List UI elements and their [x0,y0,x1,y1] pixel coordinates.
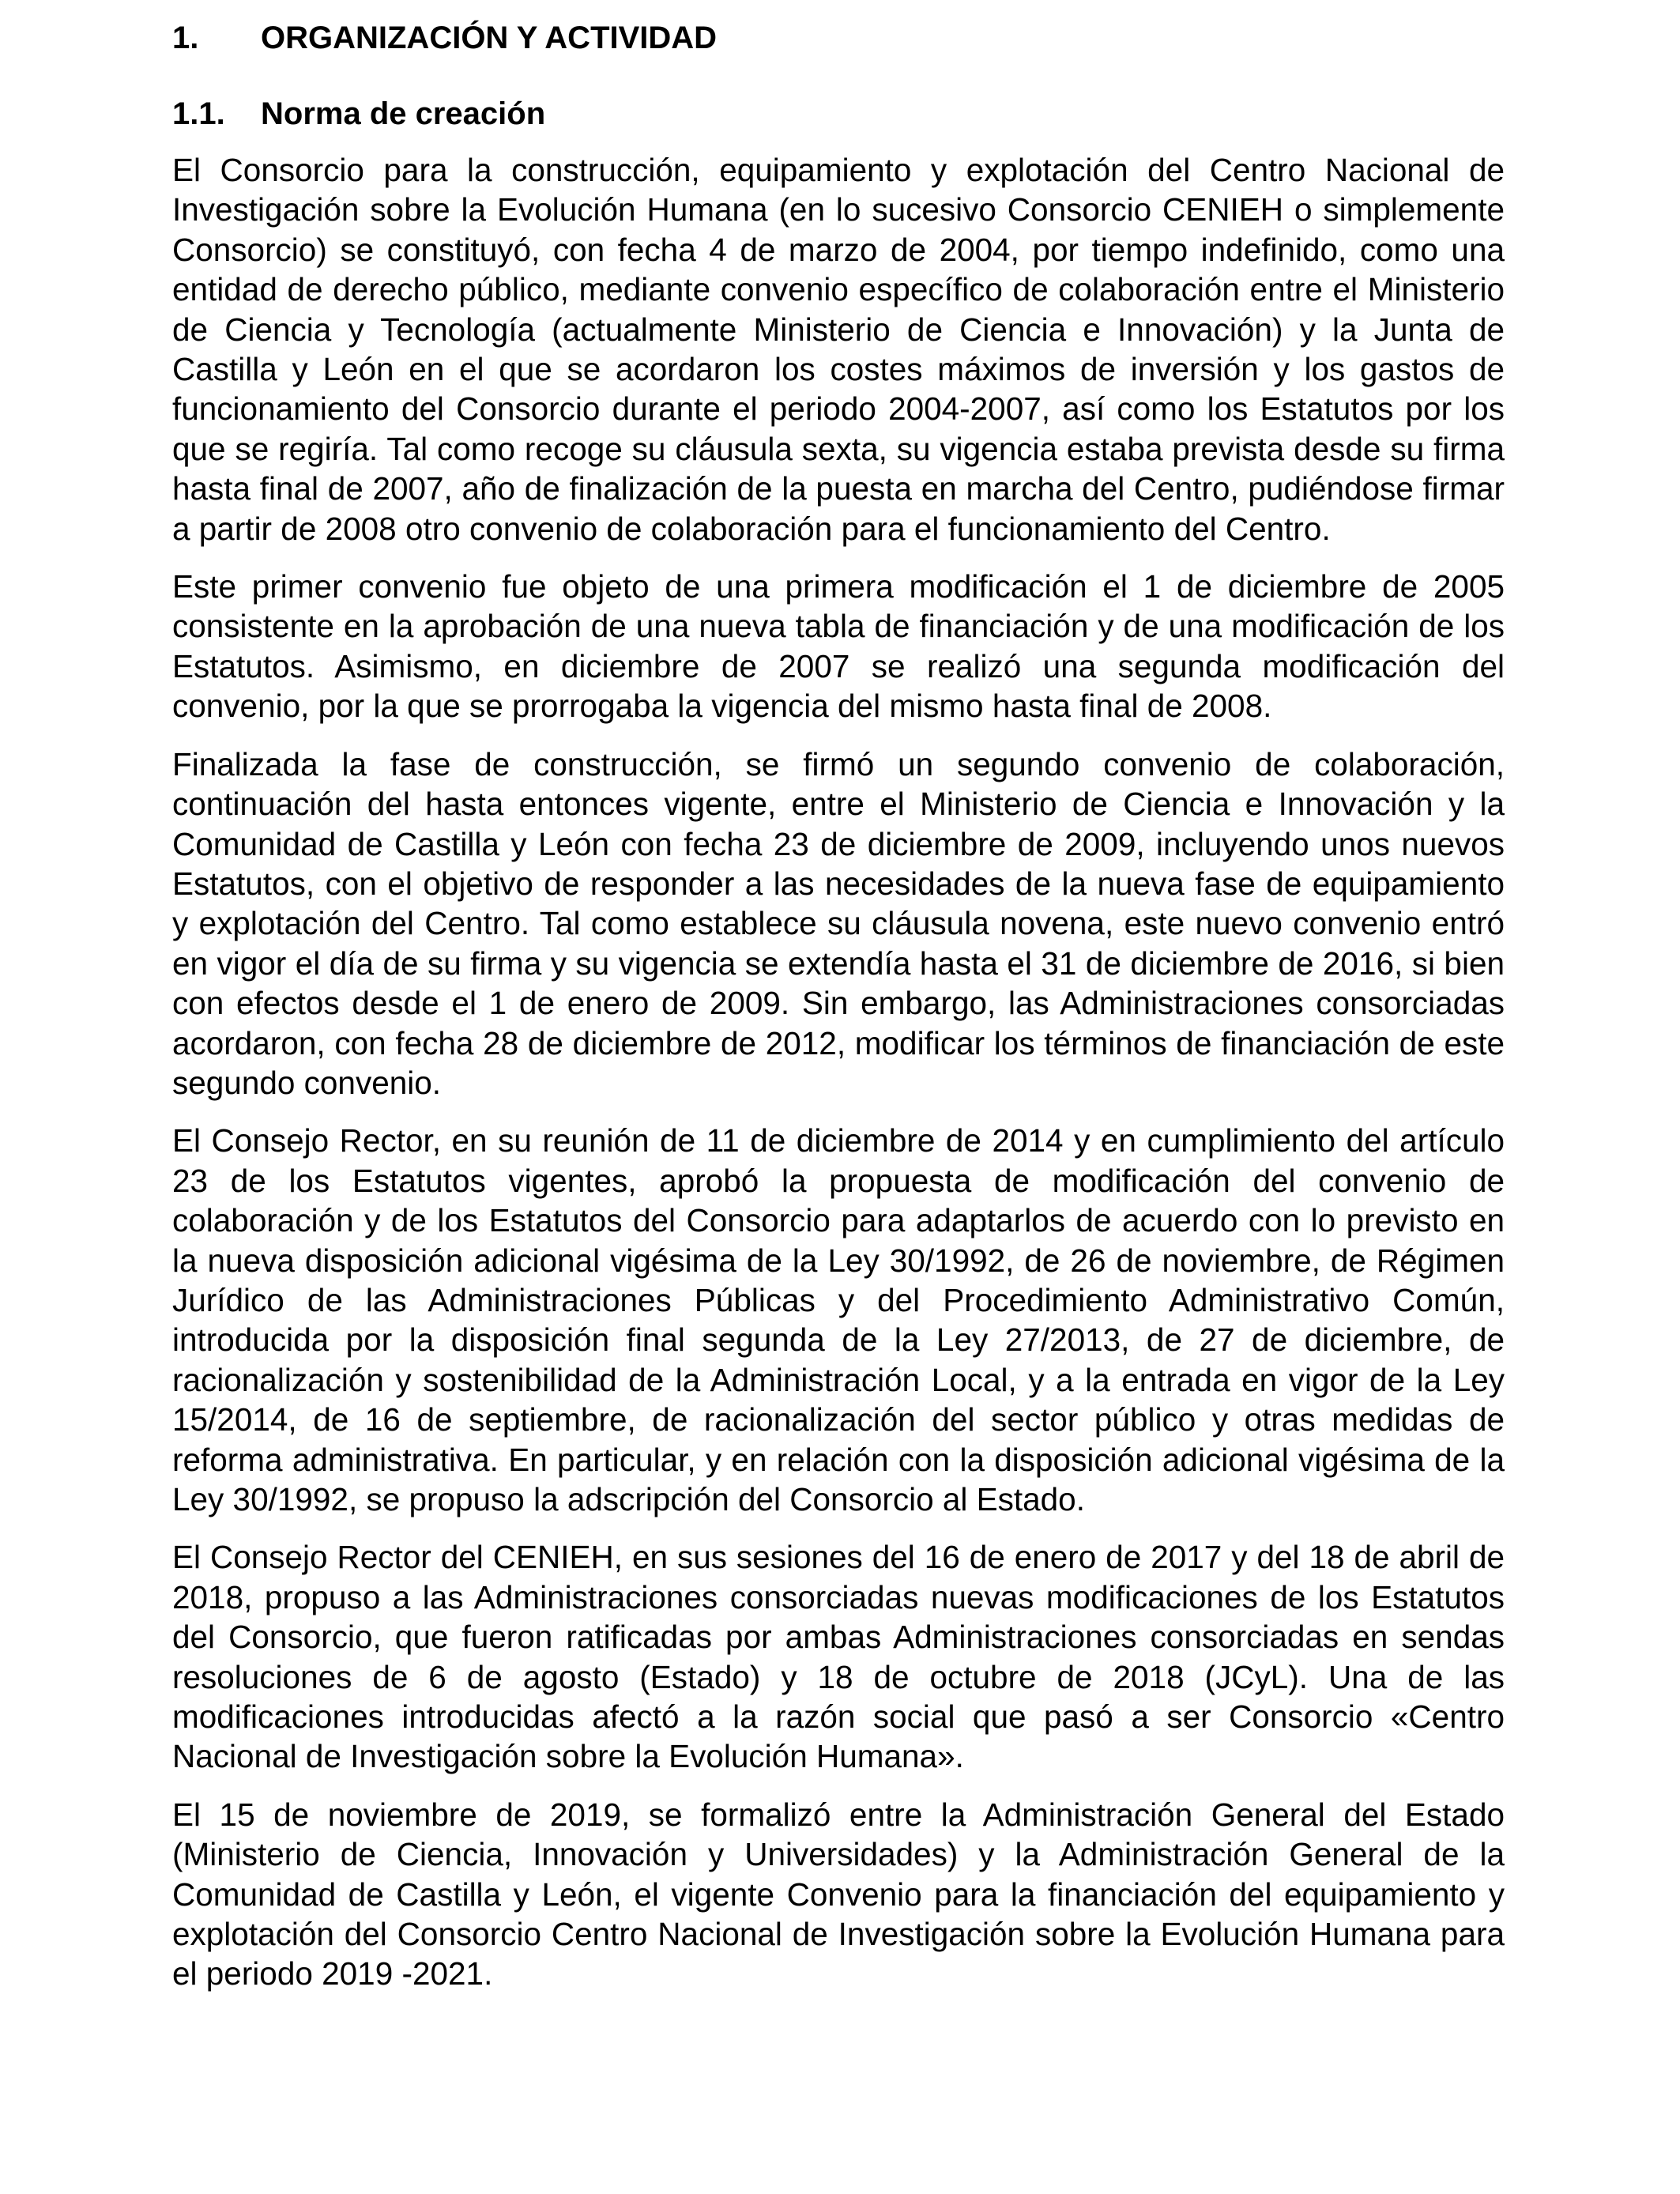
paragraph-1: El Consorcio para la construcción, equipamiento y explotación del Centro Nacional de Investigación sobre la Evolución Humana (en lo sucesivo Consorcio CENIEH o simplemente Consorcio) se constituyó, con fecha 4 de marzo de 2004, por tiempo indefinido, como una entidad de derecho público, mediante convenio específico de colaboración entre el Ministerio de Ciencia y Tecnología (actualmente Ministerio de Ciencia e Innovación) y la Junta de Castilla y León en el que se acordaron los costes máximos de inversión y los gastos de funcionamiento del Consorcio durante el periodo 2004-2007, así como los Estatutos por los que se regiría. Tal como recoge su cláusula sexta, su vigencia estaba prevista desde su firma hasta final de 2007, año de finalización de la puesta en marcha del Centro, pudiéndose firmar a partir de 2008 otro convenio de colaboración para el funcionamiento del Centro. [172,152,1505,547]
paragraph-4: El Consejo Rector, en su reunión de 11 de diciembre de 2014 y en cumplimiento del artículo 23 de los Estatutos vigentes, aprobó la propuesta de modificación del convenio de colaboración y de los Estatutos del Consorcio para adaptarlos de acuerdo con lo previsto en la nueva disposición adicional vigésima de la Ley 30/1992, de 26 de noviembre, de Régimen Jurídico de las Administraciones Públicas y del Procedimiento Administrativo Común, introducida por la disposición final segunda de la Ley 27/2013, de 27 de diciembre, de racionalización y sostenibilidad de la Administración Local, y a la entrada en vigor de la Ley 15/2014, de 16 de septiembre, de racionalización del sector público y otras medidas de reforma administrativa. En particular, y en relación con la disposición adicional vigésima de la Ley 30/1992, se propuso la adscripción del Consorcio al Estado. [172,1122,1505,1517]
section-number: 1. [172,21,199,55]
paragraph-6: El 15 de noviembre de 2019, se formalizó entre la Administración General del Estado (Ministerio de Ciencia, Innovación y Universidades) y la Administración General de la Comunidad de Castilla y León, el vigente Convenio para la financiación del equipamiento y explotación del Consorcio Centro Nacional de Investigación sobre la Evolución Humana para el periodo 2019 -2021. [172,1796,1505,1992]
subsection-title: Norma de creación [261,96,546,131]
section-heading [172,17,1505,58]
subsection-heading [172,93,1505,134]
document-page [172,17,1505,2012]
paragraph-2: Este primer convenio fue objeto de una primera modificación el 1 de diciembre de 2005 consistente en la aprobación de una nueva tabla de financiación y de una modificación de los Estatutos. Asimismo, en diciembre de 2007 se realizó una segunda modificación del convenio, por la que se prorrogaba la vigencia del mismo hasta final de 2008. [172,568,1505,725]
paragraph-5: El Consejo Rector del CENIEH, en sus sesiones del 16 de enero de 2017 y del 18 de abril de 2018, propuso a las Administraciones consorciadas nuevas modificaciones de los Estatutos del Consorcio, que fueron ratificadas por ambas Administraciones consorciadas en sendas resoluciones de 6 de agosto (Estado) y 18 de octubre de 2018 (JCyL). Una de las modificaciones introducidas afectó a la razón social que pasó a ser Consorcio «Centro Nacional de Investigación sobre la Evolución Humana». [172,1539,1505,1775]
paragraph-3: Finalizada la fase de construcción, se firmó un segundo convenio de colaboración, continuación del hasta entonces vigente, entre el Ministerio de Ciencia e Innovación y la Comunidad de Castilla y León con fecha 23 de diciembre de 2009, incluyendo unos nuevos Estatutos, con el objetivo de responder a las necesidades de la nueva fase de equipamiento y explotación del Centro. Tal como establece su cláusula novena, este nuevo convenio entró en vigor el día de su firma y su vigencia se extendía hasta el 31 de diciembre de 2016, si bien con efectos desde el 1 de enero de 2009. Sin embargo, las Administraciones consorciadas acordaron, con fecha 28 de diciembre de 2012, modificar los términos de financiación de este segundo convenio. [172,745,1505,1101]
subsection-number: 1.1. [172,96,225,131]
section-title: ORGANIZACIÓN Y ACTIVIDAD [261,21,718,55]
